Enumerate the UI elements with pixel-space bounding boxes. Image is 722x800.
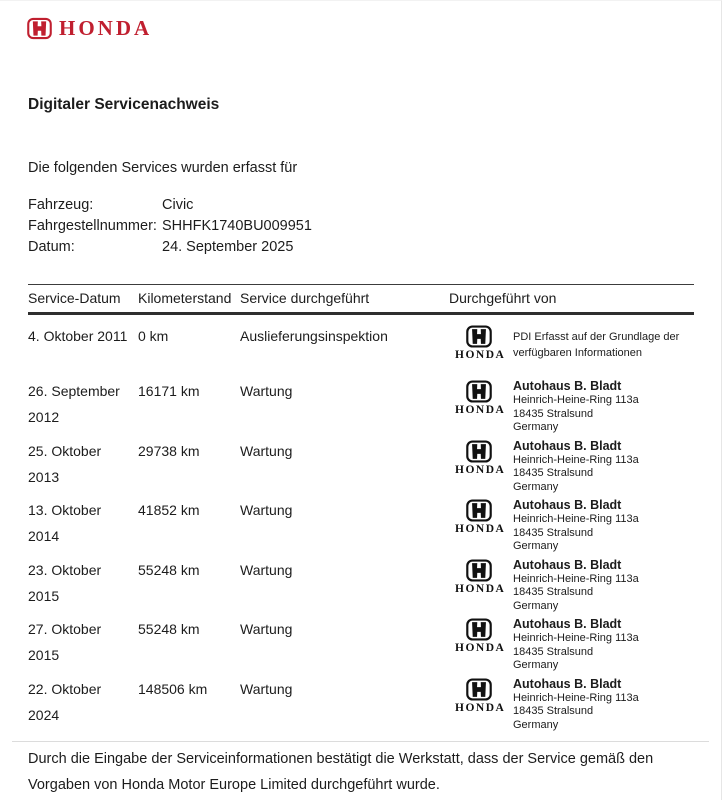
service-date: 13. Oktober 2014	[28, 502, 102, 544]
vehicle-label: Fahrzeug:	[28, 197, 94, 213]
dealer-country: Germany	[513, 480, 559, 493]
kilometer-reading: 0 km	[138, 328, 169, 344]
dealer-info	[513, 497, 639, 554]
service-performed: Wartung	[240, 621, 293, 637]
service-performed: Wartung	[240, 383, 293, 399]
vehicle-info	[28, 195, 312, 258]
service-performed: Wartung	[240, 502, 293, 518]
dealer-info	[513, 616, 639, 673]
dealer-name: Autohaus B. Bladt	[513, 557, 622, 572]
table-row	[28, 676, 694, 736]
honda-h-icon	[466, 499, 492, 522]
table-row	[28, 557, 694, 617]
honda-wordmark: HONDA	[455, 582, 506, 595]
honda-dealer-logo	[455, 618, 506, 673]
service-performed: Wartung	[240, 442, 293, 459]
service-performed: Wartung	[240, 561, 293, 578]
dealer-name: Autohaus B. Bladt	[513, 498, 622, 512]
service-date: 23. Oktober 2015	[28, 561, 102, 604]
honda-wordmark: HONDA	[455, 701, 506, 714]
dealer-name: Autohaus B. Bladt	[513, 617, 622, 631]
col-header-durchgefuehrt-von: Durchgeführt von	[449, 290, 557, 306]
honda-dealer-logo	[455, 380, 506, 435]
table-header-row	[28, 285, 694, 312]
dealer-street: Heinrich-Heine-Ring 113a	[513, 572, 639, 585]
honda-wordmark: HONDA	[455, 349, 506, 361]
vehicle-row	[28, 195, 312, 216]
performed-by	[449, 497, 694, 554]
dealer-street: Heinrich-Heine-Ring 113a	[513, 453, 639, 466]
honda-h-icon	[466, 380, 492, 403]
table-row	[28, 497, 694, 557]
honda-brand-logo	[27, 17, 152, 40]
dealer-country: Germany	[513, 540, 559, 552]
performed-by	[449, 438, 694, 495]
performed-by	[449, 323, 694, 361]
dealer-city: 18435 Stralsund	[513, 526, 594, 539]
table-row	[28, 616, 694, 676]
kilometer-reading: 41852 km	[138, 502, 200, 518]
dealer-name: Autohaus B. Bladt	[513, 676, 622, 691]
kilometer-reading: 29738 km	[138, 442, 200, 459]
col-header-service-datum: Service-Datum	[28, 290, 121, 306]
dealer-info	[513, 378, 639, 435]
honda-h-icon	[466, 325, 492, 348]
kilometer-reading: 148506 km	[138, 680, 208, 697]
kilometer-reading: 16171 km	[138, 383, 200, 399]
dealer-city: 18435 Stralsund	[513, 467, 594, 479]
service-table	[28, 284, 694, 735]
service-date: 4. Oktober 2011	[28, 328, 128, 344]
intro-text: Die folgenden Services wurden erfasst für	[28, 160, 298, 176]
honda-dealer-logo	[455, 559, 506, 614]
vin-value: SHHFK1740BU009951	[162, 218, 312, 234]
honda-wordmark: HONDA	[455, 404, 506, 416]
honda-dealer-logo	[455, 499, 506, 554]
honda-dealer-logo	[455, 440, 506, 495]
service-performed: Wartung	[240, 680, 293, 697]
vin-label: Fahrgestellnummer:	[28, 218, 157, 234]
table-row	[28, 378, 694, 438]
dealer-info	[513, 438, 639, 495]
performed-by	[449, 557, 694, 614]
table-row	[28, 438, 694, 498]
honda-h-icon	[466, 678, 492, 701]
dealer-street: Heinrich-Heine-Ring 113a	[513, 513, 639, 525]
table-row	[28, 323, 694, 378]
dealer-street: Heinrich-Heine-Ring 113a	[513, 691, 639, 704]
performed-by	[449, 378, 694, 435]
dealer-country: Germany	[513, 599, 559, 612]
dealer-name: Autohaus B. Bladt	[513, 438, 622, 453]
honda-h-icon	[466, 440, 492, 463]
kilometer-reading: 55248 km	[138, 561, 200, 578]
date-label: Datum:	[28, 239, 75, 255]
honda-wordmark: HONDA	[59, 16, 153, 40]
honda-h-icon	[27, 17, 52, 40]
date-row	[28, 237, 312, 258]
service-date: 27. Oktober 2015	[28, 621, 102, 663]
col-header-kilometerstand: Kilometerstand	[138, 290, 232, 306]
footer-rule	[12, 741, 709, 742]
honda-h-icon	[466, 559, 492, 582]
dealer-country: Germany	[513, 659, 559, 671]
honda-dealer-logo	[455, 678, 506, 733]
honda-h-icon	[466, 618, 492, 641]
footer-confirmation-text: Durch die Eingabe der Serviceinformationen bestätigt die Werkstatt, dass der Service gemäß den Vorgaben von Honda Motor Europe Limited durchgeführt wurde.	[28, 751, 654, 793]
dealer-info	[513, 676, 639, 733]
honda-wordmark: HONDA	[455, 463, 506, 476]
table-body	[28, 315, 694, 735]
col-header-service-durchgefuehrt: Service durchgeführt	[240, 290, 370, 306]
service-date: 26. September 2012	[28, 383, 120, 425]
dealer-city: 18435 Stralsund	[513, 645, 594, 658]
pdi-note: PDI Erfasst auf der Grundlage der verfügbaren Informationen	[513, 331, 680, 359]
dealer-country: Germany	[513, 421, 559, 433]
kilometer-reading: 55248 km	[138, 621, 200, 637]
date-value: 24. September 2025	[162, 239, 294, 255]
honda-wordmark: HONDA	[455, 523, 506, 535]
service-date: 25. Oktober 2013	[28, 442, 102, 485]
honda-dealer-logo	[455, 325, 506, 361]
dealer-country: Germany	[513, 718, 559, 731]
dealer-street: Heinrich-Heine-Ring 113a	[513, 632, 639, 644]
service-date: 22. Oktober 2024	[28, 680, 102, 723]
dealer-name: Autohaus B. Bladt	[513, 379, 622, 393]
service-performed: Auslieferungsinspektion	[240, 328, 388, 344]
performed-by	[449, 616, 694, 673]
dealer-street: Heinrich-Heine-Ring 113a	[513, 394, 639, 406]
honda-wordmark: HONDA	[455, 642, 506, 654]
dealer-city: 18435 Stralsund	[513, 705, 594, 717]
page-title: Digitaler Servicenachweis	[28, 96, 220, 113]
vehicle-value: Civic	[162, 197, 194, 213]
dealer-city: 18435 Stralsund	[513, 407, 594, 420]
vin-row	[28, 216, 312, 237]
dealer-info	[513, 557, 639, 614]
dealer-city: 18435 Stralsund	[513, 586, 594, 598]
performed-by	[449, 676, 694, 733]
